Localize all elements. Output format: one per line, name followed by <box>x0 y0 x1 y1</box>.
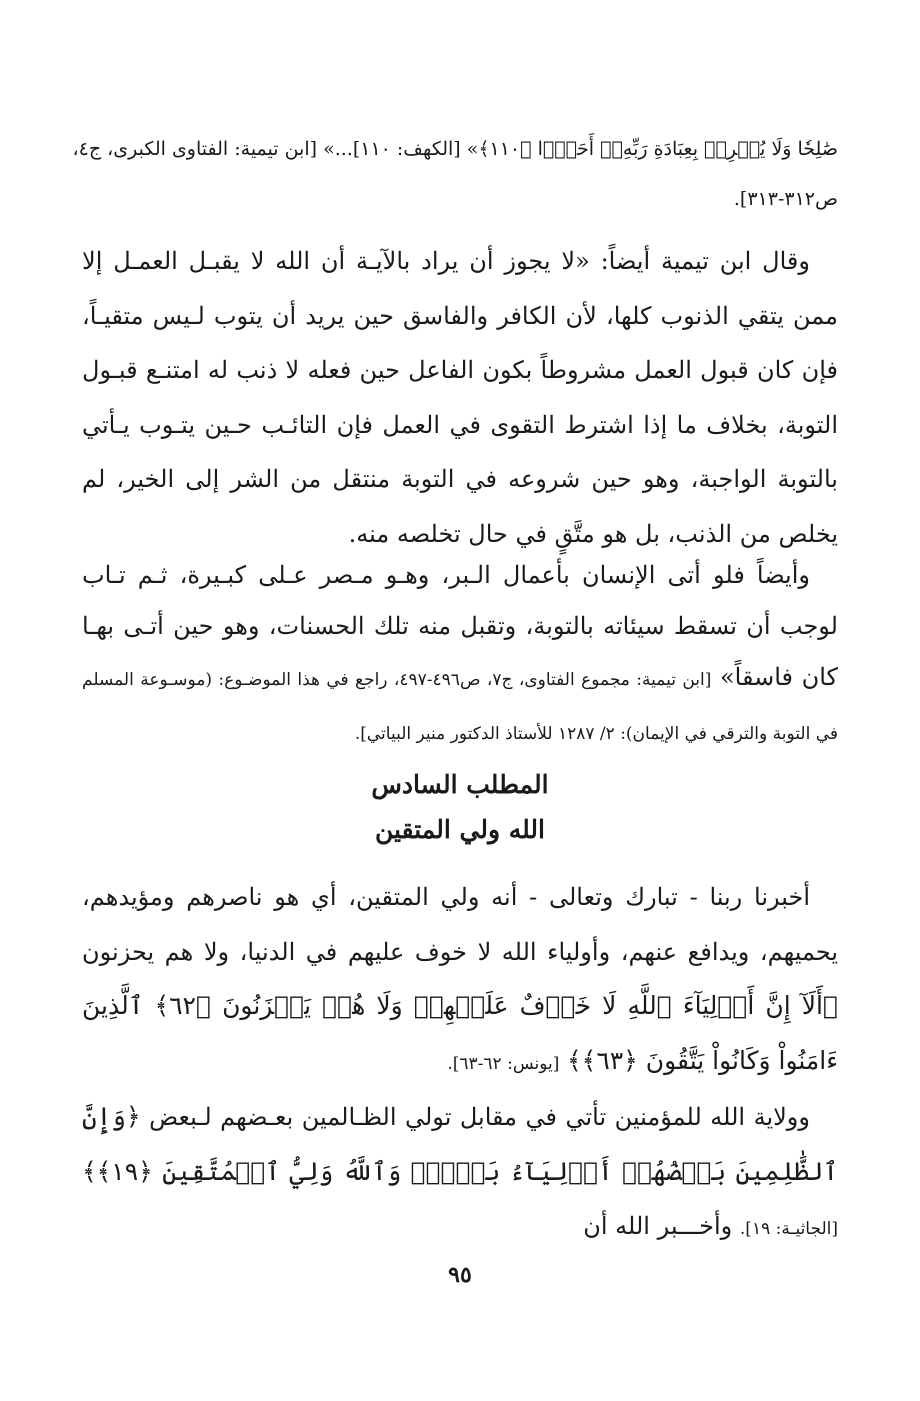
verse-citation-jathiya: [الجاثيـة: ١٩]. <box>739 1219 838 1239</box>
book-page <box>72 0 838 1401</box>
paragraph-ibn-taymiyya-2 <box>82 550 838 760</box>
section-subtitle: الله ولي المتقين <box>375 815 545 844</box>
paragraph-ibn-taymiyya-1 <box>82 234 838 561</box>
quran-verse-yunus: ﴿أَلَآ إِنَّ أَوۡلِيَآءَ ٱللَّهِ لَا خَوۡفٌ عَلَيۡهِمۡ وَلَا هُمۡ يَحۡزَنُونَ ﴿٦٢﴾ ٱلَّذِينَ ءَامَنُواْ وَكَانُواْ يَتَّقُونَ ﴿٦٣﴾﴾ <box>82 991 838 1075</box>
quran-verse-jathiya: ﴿وَإِنَّ ٱلظَّٰلِمِينَ بَعۡضُهُمۡ أَوۡلِيَآءُ بَعۡضٖۖ وَٱللَّهُ وَلِيُّ ٱلۡمُتَّقِينَ ﴿١٩﴾﴾ <box>82 1102 838 1186</box>
top-footnote-line-2: ص٣١٢-٣١٣]. <box>733 188 838 210</box>
page-number: ٩٥ <box>448 1262 472 1288</box>
paragraph-2-citation: [ابن تيمية: مجموع الفتاوى، ج٧، ص٤٩٦-٤٩٧، راجع في هذا الموضـوع: (موسـوعة المسلم في التوبة والترقي في الإيمان): ٢/ ١٢٨٧ للأستاذ الدكتور منير البياتي]. <box>82 670 838 744</box>
section-title: المطلب السادس <box>371 770 549 799</box>
top-footnote <box>72 124 838 224</box>
top-footnote-line-1: صَٰلِحٗا وَلَا يُشۡرِكۡ بِعِبَادَةِ رَبِّهِۦٓ أَحَدَۢا ﴿١١٠﴾» [الكهف: ١١٠]...» [ابن تيمية: الفتاوى الكبرى، ج٤، <box>72 138 838 160</box>
paragraph-1-text: وقال ابن تيمية أيضاً: «لا يجوز أن يراد بالآيـة أن الله لا يقبـل العمـل إلا ممن يتقي الذنوب كلها، لأن الكافر والفاسق حين يريد أن يتوب لـيس متقيـاً، فإن كان قبول العمل مشروطاً بكون الفاعل حين فعله لا ذنب له امتنـع قبـول التوبة، بخلاف ما إذا اشترط التقوى في العمل فإن التائـب حـين يتـوب يـأتي بالتوبة الواجبة، وهو حين شروعه في التوبة منتقل من الشر إلى الخير، لم يخلص من الذنب، بل هو متَّقٍ في حال تخلصه منه. <box>82 247 838 548</box>
verse-citation-yunus: [يونس: ٦٢-٦٣]. <box>447 1053 560 1074</box>
paragraph-allah-guardian <box>82 870 838 1091</box>
paragraph-3-text: أخبرنا ربنا - تبارك وتعالى - أنه ولي المتقين، أي هو ناصرهم ومؤيدهم، يحميهم، ويدافع عنهم، وأولياء الله لا خوف عليهم في الدنيا، ولا هم يحزنون <box>82 883 838 966</box>
paragraph-2-text: وأيضاً فلو أتى الإنسان بأعمال الـبر، وهـو مـصر عـلى كبـيرة، ثـم تـاب لوجب أن تسقط سيئاته بالتوبة، وتقبل منه تلك الحسنات، وهو حين أتـى بهـا كان فاسقاً» <box>82 561 838 691</box>
paragraph-4-tail: وأخـــبر الله أن <box>583 1212 733 1240</box>
paragraph-4-text: وولاية الله للمؤمنين تأتي في مقابل تولي الظـالمين بعـضهم لـبعض <box>149 1103 810 1131</box>
paragraph-wilaya <box>82 1090 838 1257</box>
